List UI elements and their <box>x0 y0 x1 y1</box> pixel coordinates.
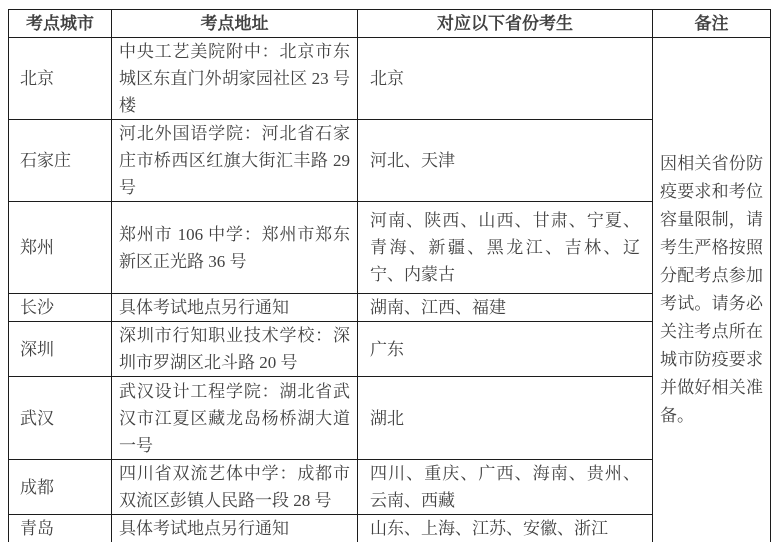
cell-provinces: 湖北 <box>358 377 653 460</box>
cell-provinces: 河北、天津 <box>358 120 653 202</box>
cell-city: 长沙 <box>9 294 112 322</box>
table-row-beijing <box>9 38 771 120</box>
header-exam-address: 考点地址 <box>112 10 358 38</box>
cell-city: 深圳 <box>9 322 112 377</box>
cell-provinces: 北京 <box>358 38 653 120</box>
cell-city: 郑州 <box>9 202 112 294</box>
cell-address: 具体考试地点另行通知 <box>112 294 358 322</box>
table-header-row <box>9 10 771 38</box>
cell-city: 北京 <box>9 38 112 120</box>
cell-address: 郑州市 106 中学：郑州市郑东新区正光路 36 号 <box>112 202 358 294</box>
header-remark: 备注 <box>653 10 771 38</box>
cell-remark: 因相关省份防疫要求和考位容量限制，请考生严格按照分配考点参加考试。请务必关注考点所在城市防疫要求并做好相关准备。 <box>653 38 771 542</box>
header-exam-city: 考点城市 <box>9 10 112 38</box>
cell-address: 具体考试地点另行通知 <box>112 515 358 542</box>
cell-provinces: 广东 <box>358 322 653 377</box>
cell-city: 成都 <box>9 460 112 515</box>
cell-address: 河北外国语学院：河北省石家庄市桥西区红旗大街汇丰路 29 号 <box>112 120 358 202</box>
cell-provinces: 山东、上海、江苏、安徽、浙江 <box>358 515 653 542</box>
cell-provinces: 河南、陕西、山西、甘肃、宁夏、青海、新疆、黑龙江、吉林、辽宁、内蒙古 <box>358 202 653 294</box>
cell-city: 武汉 <box>9 377 112 460</box>
exam-sites-table <box>8 9 771 542</box>
header-provinces: 对应以下省份考生 <box>358 10 653 38</box>
cell-address: 中央工艺美院附中：北京市东城区东直门外胡家园社区 23 号楼 <box>112 38 358 120</box>
cell-address: 深圳市行知职业技术学校：深圳市罗湖区北斗路 20 号 <box>112 322 358 377</box>
cell-address: 四川省双流艺体中学：成都市双流区彭镇人民路一段 28 号 <box>112 460 358 515</box>
cell-city: 青岛 <box>9 515 112 542</box>
cell-provinces: 湖南、江西、福建 <box>358 294 653 322</box>
cell-city: 石家庄 <box>9 120 112 202</box>
cell-address: 武汉设计工程学院：湖北省武汉市江夏区藏龙岛杨桥湖大道一号 <box>112 377 358 460</box>
cell-provinces: 四川、重庆、广西、海南、贵州、云南、西藏 <box>358 460 653 515</box>
